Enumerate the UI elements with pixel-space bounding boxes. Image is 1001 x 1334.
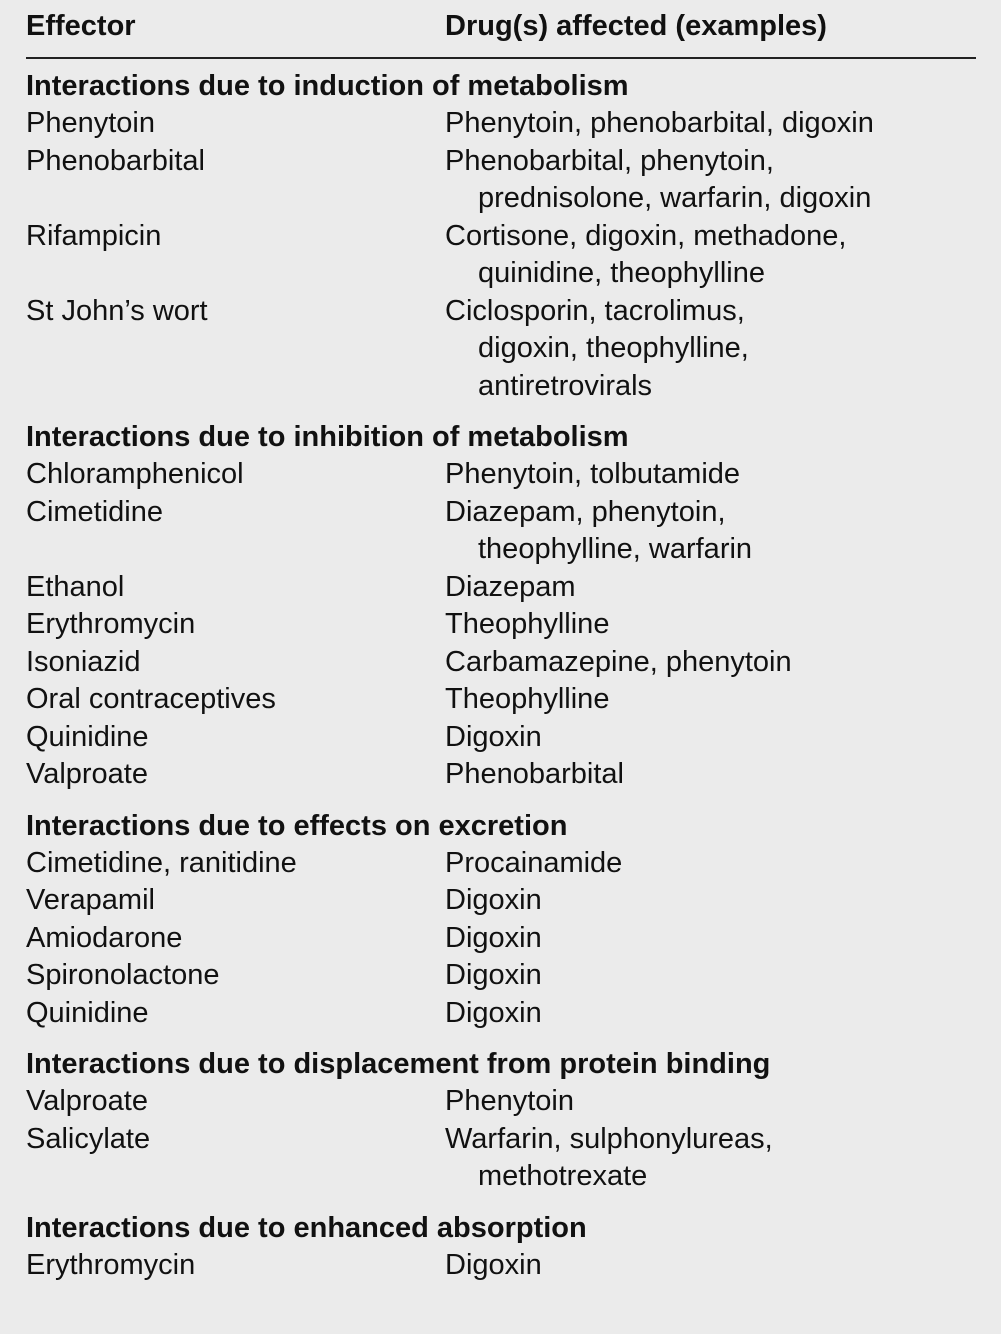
table-row bbox=[0, 957, 1001, 995]
table-row bbox=[0, 606, 1001, 644]
drugs-affected-cell bbox=[445, 719, 1001, 757]
effector-cell: Oral contraceptives bbox=[26, 683, 276, 715]
drug-line: Diazepam, phenytoin, bbox=[445, 495, 726, 528]
table-row bbox=[0, 1083, 1001, 1121]
effector-cell: Erythromycin bbox=[26, 608, 196, 640]
drug-line: methotrexate bbox=[478, 1160, 648, 1192]
drug-line: Carbamazepine, phenytoin bbox=[445, 645, 792, 678]
effector-cell: Valproate bbox=[26, 1085, 148, 1117]
header-drugs-affected: Drug(s) affected (examples) bbox=[445, 10, 827, 42]
effector-cell: Erythromycin bbox=[26, 1248, 196, 1281]
effector-cell: Salicylate bbox=[26, 1122, 151, 1155]
table-row bbox=[0, 681, 1001, 719]
drugs-affected-cell bbox=[445, 1121, 1001, 1196]
table-row bbox=[0, 845, 1001, 883]
table-row bbox=[0, 995, 1001, 1033]
section-title: Interactions due to displacement from protein binding bbox=[26, 1048, 771, 1080]
effector-cell: Spironolactone bbox=[26, 959, 220, 991]
drugs-affected-cell bbox=[445, 957, 1001, 995]
drug-line: Ciclosporin, tacrolimus, bbox=[445, 294, 745, 327]
effector-cell: Valproate bbox=[26, 758, 148, 790]
drugs-affected-cell bbox=[445, 644, 1001, 682]
header-rule bbox=[26, 57, 976, 59]
table-row bbox=[0, 105, 1001, 143]
effector-cell: Rifampicin bbox=[26, 219, 162, 252]
table-row bbox=[0, 1121, 1001, 1196]
drug-line: Digoxin bbox=[445, 884, 542, 916]
drug-line: Phenobarbital, phenytoin, bbox=[445, 144, 774, 177]
section bbox=[0, 68, 1001, 405]
effector-cell: St John’s wort bbox=[26, 294, 208, 327]
table-header bbox=[0, 0, 1001, 58]
drug-line: Phenytoin, phenobarbital, digoxin bbox=[445, 107, 874, 139]
drug-line: Digoxin bbox=[445, 996, 542, 1029]
table-row bbox=[0, 920, 1001, 958]
drug-line: Procainamide bbox=[445, 846, 623, 879]
section-title: Interactions due to induction of metabolism bbox=[26, 70, 629, 102]
drugs-affected-cell bbox=[445, 569, 1001, 607]
effector-cell: Chloramphenicol bbox=[26, 458, 244, 490]
drugs-affected-cell bbox=[445, 494, 1001, 569]
effector-cell: Isoniazid bbox=[26, 645, 141, 678]
drug-line: Digoxin bbox=[445, 921, 542, 954]
drugs-affected-cell bbox=[445, 606, 1001, 644]
table-row bbox=[0, 293, 1001, 406]
drug-line: Phenobarbital bbox=[445, 758, 624, 790]
drugs-affected-cell bbox=[445, 681, 1001, 719]
drug-line: theophylline, warfarin bbox=[478, 533, 753, 565]
effector-cell: Cimetidine, ranitidine bbox=[26, 846, 297, 879]
effector-cell: Phenobarbital bbox=[26, 144, 205, 177]
table-row bbox=[0, 569, 1001, 607]
drugs-affected-cell bbox=[445, 1247, 1001, 1285]
section bbox=[0, 808, 1001, 1033]
drug-line: Warfarin, sulphonylureas, bbox=[445, 1122, 773, 1155]
table-body bbox=[0, 68, 1001, 1298]
table-row bbox=[0, 719, 1001, 757]
table-row bbox=[0, 1247, 1001, 1285]
section bbox=[0, 1210, 1001, 1285]
effector-cell: Quinidine bbox=[26, 720, 149, 753]
drugs-affected-cell bbox=[445, 882, 1001, 920]
table-row bbox=[0, 143, 1001, 218]
table-row bbox=[0, 644, 1001, 682]
effector-cell: Phenytoin bbox=[26, 107, 155, 139]
effector-cell: Cimetidine bbox=[26, 495, 163, 528]
table-row bbox=[0, 456, 1001, 494]
drugs-affected-cell bbox=[445, 218, 1001, 293]
drug-line: prednisolone, warfarin, digoxin bbox=[478, 182, 872, 214]
table-row bbox=[0, 756, 1001, 794]
effector-cell: Amiodarone bbox=[26, 921, 183, 954]
section-title: Interactions due to enhanced absorption bbox=[26, 1211, 587, 1244]
effector-cell: Quinidine bbox=[26, 996, 149, 1029]
drug-line: Phenytoin bbox=[445, 1085, 574, 1117]
drug-line: Digoxin bbox=[445, 1248, 542, 1281]
effector-cell: Verapamil bbox=[26, 884, 155, 916]
drug-line: Digoxin bbox=[445, 720, 542, 753]
drugs-affected-cell bbox=[445, 105, 1001, 143]
drugs-affected-cell bbox=[445, 756, 1001, 794]
drugs-affected-cell bbox=[445, 1083, 1001, 1121]
effector-cell: Ethanol bbox=[26, 570, 125, 603]
section-title: Interactions due to effects on excretion bbox=[26, 809, 568, 842]
drug-line: antiretrovirals bbox=[478, 369, 653, 402]
drugs-affected-cell bbox=[445, 920, 1001, 958]
section bbox=[0, 1046, 1001, 1196]
header-effector: Effector bbox=[26, 10, 136, 42]
drugs-affected-cell bbox=[445, 456, 1001, 494]
drug-line: Digoxin bbox=[445, 959, 542, 991]
drug-line: digoxin, theophylline, bbox=[478, 332, 749, 364]
section bbox=[0, 419, 1001, 794]
drug-line: Theophylline bbox=[445, 683, 610, 715]
drug-line: Phenytoin, tolbutamide bbox=[445, 458, 741, 490]
table-row bbox=[0, 882, 1001, 920]
drugs-affected-cell bbox=[445, 293, 1001, 406]
drugs-affected-cell bbox=[445, 995, 1001, 1033]
table-row bbox=[0, 494, 1001, 569]
drug-line: Diazepam bbox=[445, 570, 576, 603]
drugs-affected-cell bbox=[445, 845, 1001, 883]
drug-line: Cortisone, digoxin, methadone, bbox=[445, 219, 847, 252]
table-row bbox=[0, 218, 1001, 293]
drugs-affected-cell bbox=[445, 143, 1001, 218]
section-title: Interactions due to inhibition of metabolism bbox=[26, 421, 629, 453]
drug-line: Theophylline bbox=[445, 608, 610, 640]
drug-line: quinidine, theophylline bbox=[478, 257, 765, 289]
